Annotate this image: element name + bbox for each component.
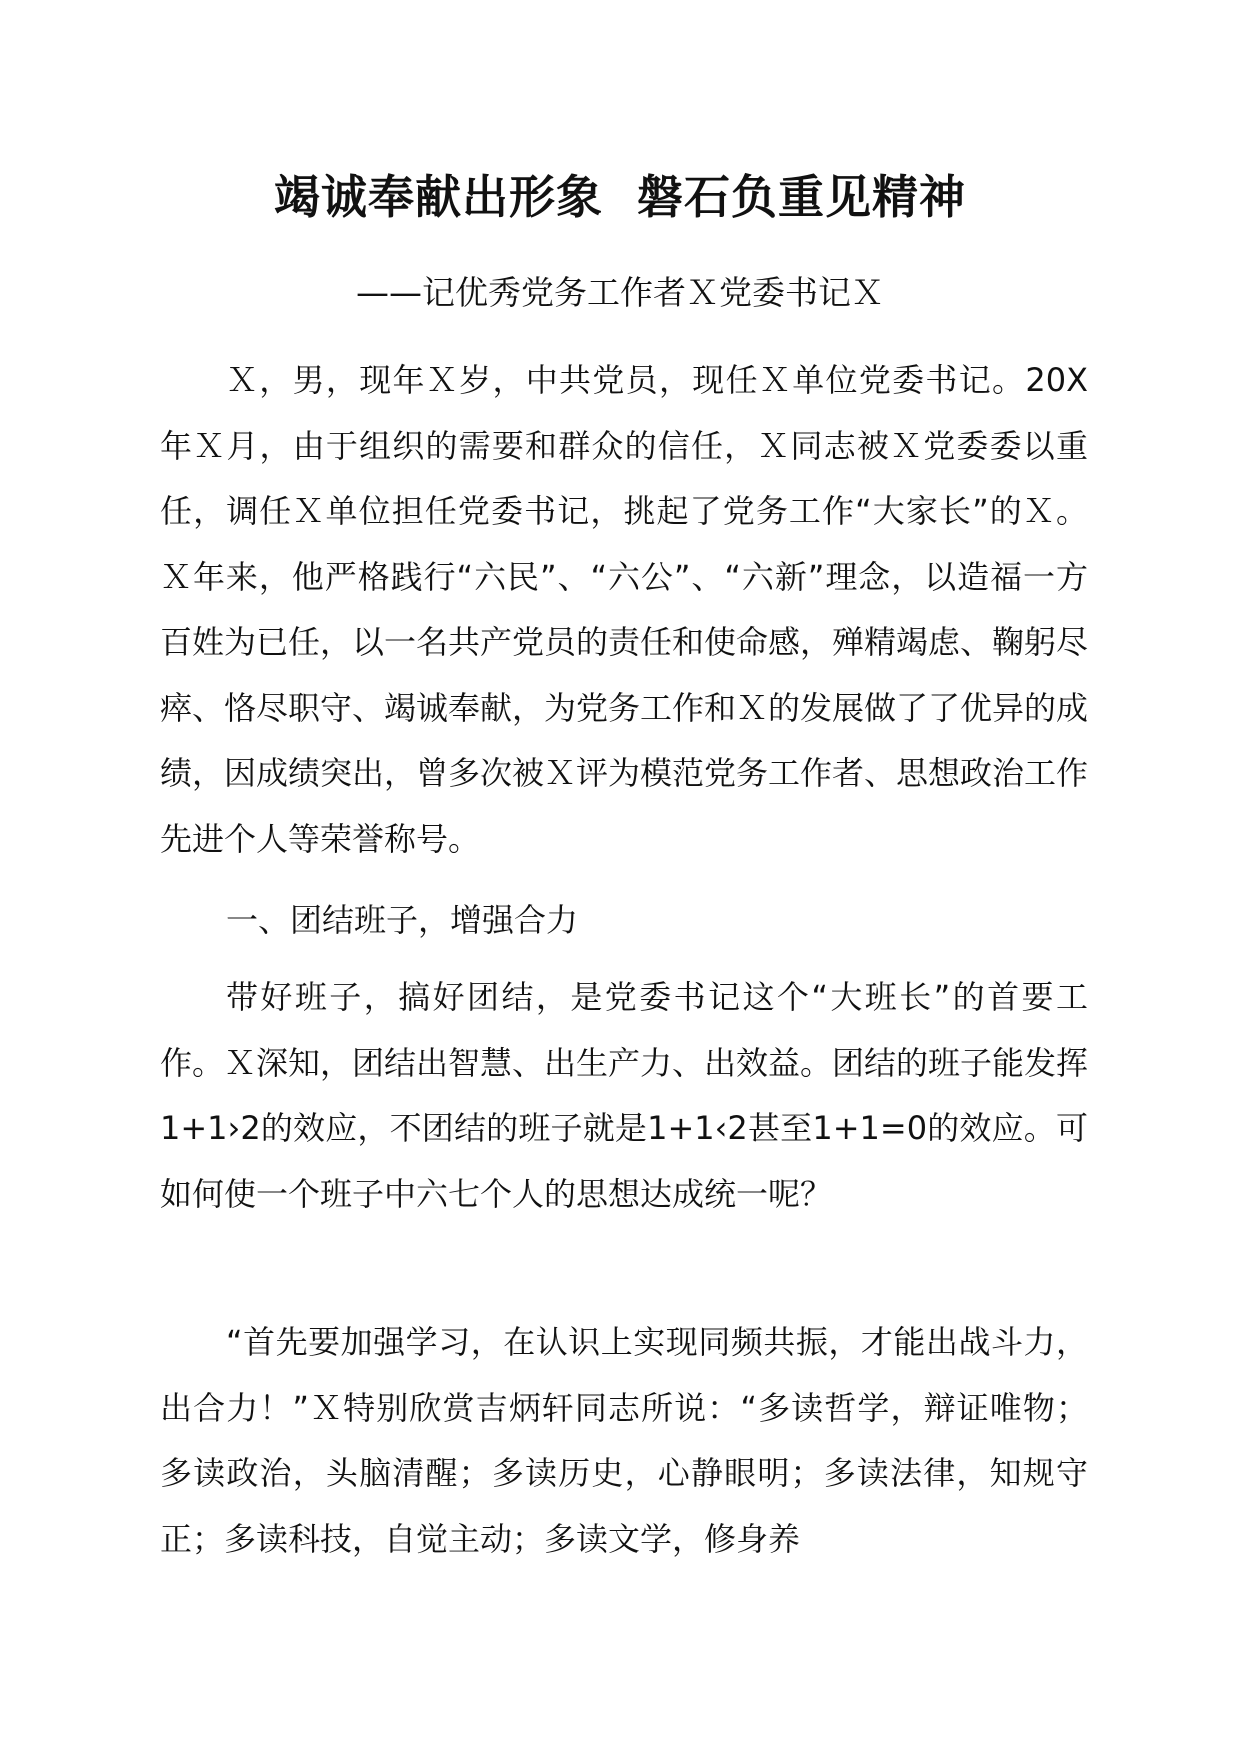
document-title: 竭诚奉献出形象 磐石负重见精神	[273, 170, 967, 224]
section-heading: 一、团结班子，增强合力	[226, 901, 579, 939]
body-paragraph: “首先要加强学习，在认识上实现同频共振，才能出战斗力，出合力！”Ｘ特别欣赏吉炳轩同志所说：“多读哲学，辩证唯物；多读政治，头脑清醒；多读历史，心静眼明；多读法律，知规守正；多读科技，自觉主动；多读文学，修身养	[160, 1323, 1088, 1558]
body-paragraph: Ｘ，男，现年Ｘ岁，中共党员，现任Ｘ单位党委书记。20X年Ｘ月，由于组织的需要和群众的信任，Ｘ同志被Ｘ党委委以重任，调任Ｘ单位担任党委书记，挑起了党务工作“大家长”的Ｘ。Ｘ年来，他严格践行“六民”、“六公”、“六新”理念，以造福一方百姓为已任，以一名共产党员的责任和使命感，殚精竭虑、鞠躬尽瘁、恪尽职守、竭诚奉献，为党务工作和Ｘ的发展做了了优异的成绩，因成绩突出，曾多次被Ｘ评为模范党务工作者、思想政治工作先进个人等荣誉称号。	[160, 361, 1089, 858]
document-subtitle: ——记优秀党务工作者Ｘ党委书记Ｘ	[356, 273, 884, 312]
body-paragraph: 带好班子，搞好团结，是党委书记这个“大班长”的首要工作。Ｘ深知，团结出智慧、出生产力、出效益。团结的班子能发挥1+1›2的效应，不团结的班子就是1+1‹2甚至1+1=0的效应。可如何使一个班子中六七个人的思想达成统一呢？	[160, 978, 1089, 1213]
